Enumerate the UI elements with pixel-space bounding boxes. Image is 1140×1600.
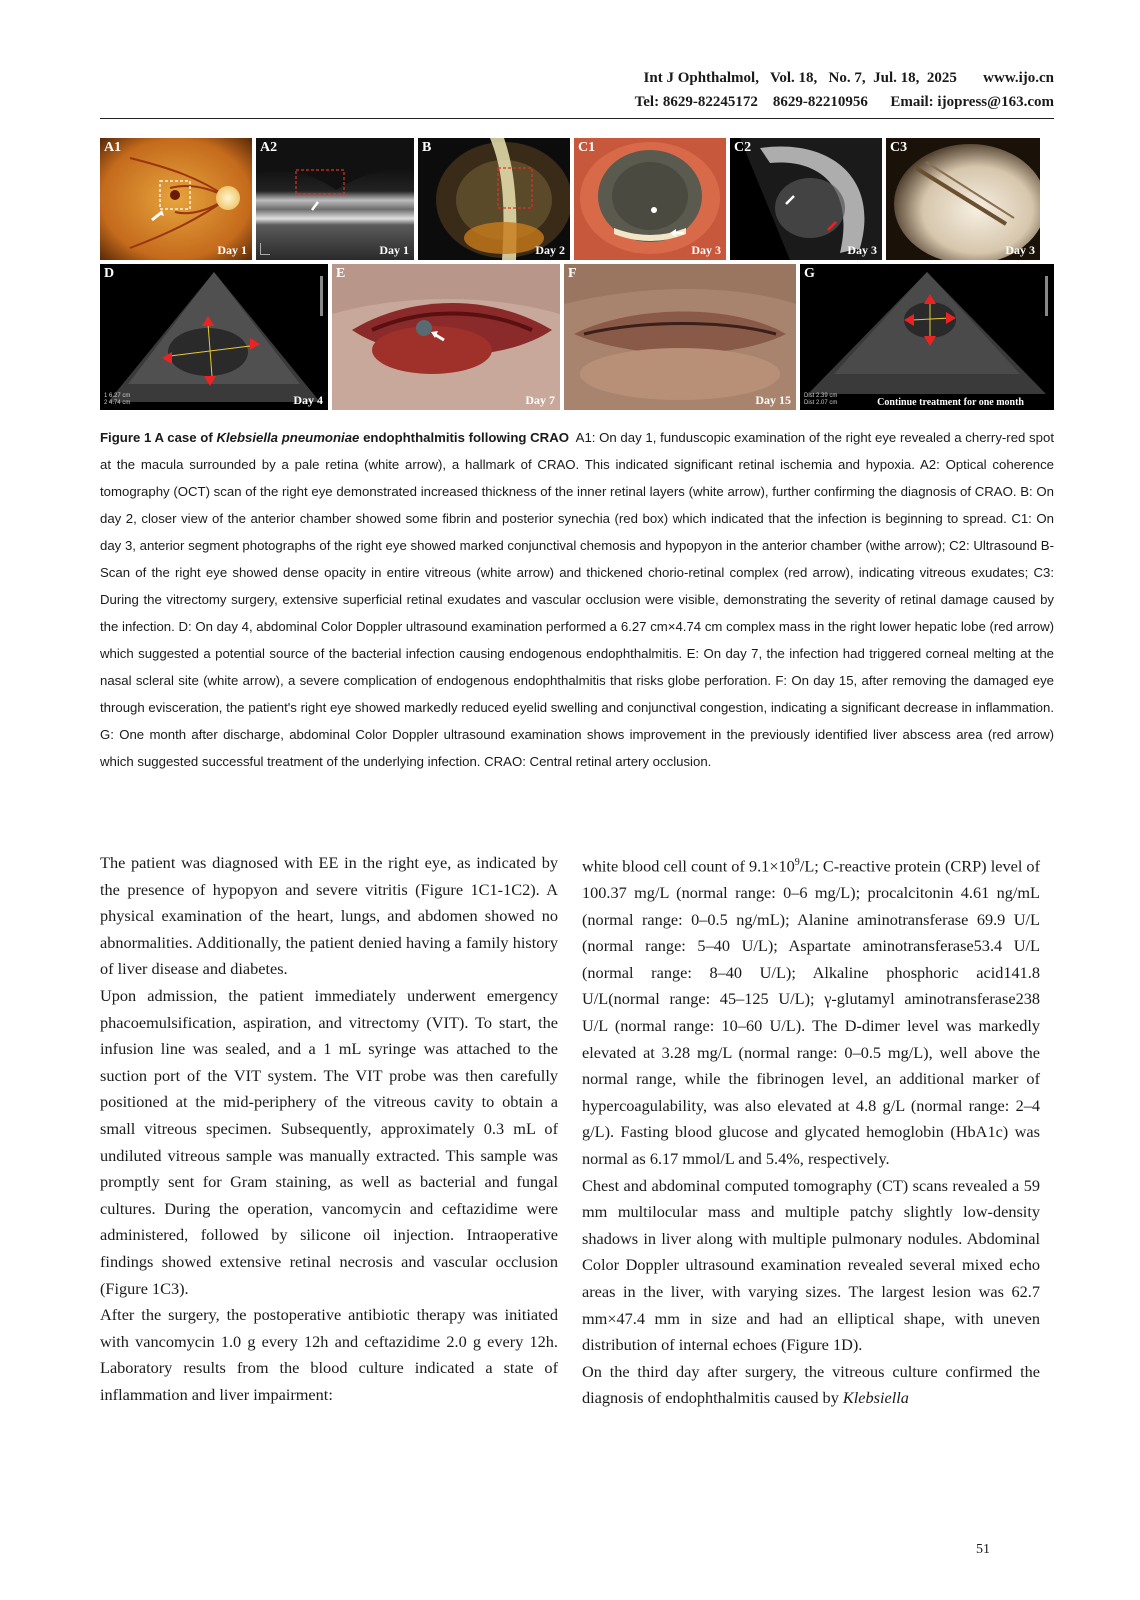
panel-day: Day 1	[379, 243, 409, 257]
species-name: Klebsiella	[842, 1388, 909, 1408]
slitlamp-image	[418, 138, 570, 260]
panel-day: Day 7	[525, 393, 555, 407]
panel-measurement: 1 6.27 cm 2 4.74 cm	[104, 393, 131, 406]
panel-day: Day 3	[1005, 243, 1035, 257]
panel-label: C2	[734, 140, 752, 155]
panel-day: Day 3	[691, 243, 721, 257]
followup-ultrasound-image	[800, 264, 1054, 410]
anterior-segment-image	[574, 138, 726, 260]
panel-b-slitlamp	[418, 138, 570, 260]
right-column	[582, 850, 1040, 1412]
panel-a1-fundus	[100, 138, 252, 260]
panel-day: Day 4	[293, 393, 323, 407]
panel-g-followup-ultrasound	[800, 264, 1054, 410]
panel-label: A2	[260, 140, 278, 155]
paragraph: white blood cell count of $9.1\times 10^9/L$; C-reactive protein (CRP) level of 100.37 mg/L (normal range: 0–6 mg/L); procalcitonin 4.61 ng/mL (normal range: 0–0.5 ng/mL); Alanine aminotransferase 69.9 U/L (normal range: 5–40 U/L); Aspartate aminotransferase53.4 U/L (normal range: 8–40 U/L); Alkaline phosphoric acid141.8 U/L(normal range: 45–125 U/L); γ-glutamyl aminotransferase238 U/L (normal range: 10–60 U/L). The D-dimer level was markedly elevated at 3.28 mg/L (normal range: 0–0.5 mg/L), well above the normal range, while the fibrinogen level, an additional marker of hypercoagulability, was also elevated at 4.8 g/L (normal range: 2–4 g/L). Fasting blood glucose and glycated hemoglobin (HbA1c) was normal as 6.17 mmol/L and 5.4%, respectively.	[582, 856, 1040, 1168]
paragraph: Upon admission, the patient immediately underwent emergency phacoemulsification, aspiration, and vitrectomy (VIT). To start, the infusion line was sealed, and a 1 mL syringe was attached to the suction port of the VIT system. The VIT probe was then carefully positioned at the mid-periphery of the vitreous cavity to obtain a small vitreous specimen. Subsequently, approximately 0.3 mL of undiluted vitreous sample was manually extracted. This sample was promptly sent for Gram staining, as well as bacterial and fungal cultures. During the operation, vancomycin and ceftazidime were administered, followed by silicone oil injection. Intraoperative findings showed extensive retinal necrosis and vascular occlusion (Figure 1C3).	[100, 985, 558, 1298]
paragraph: Chest and abdominal computed tomography (CT) scans revealed a 59 mm multilocular mass and multiple patchy slightly low-density shadows in liver along with multiple pulmonary nodules. Abdominal Color Doppler ultrasound examination revealed several mixed echo areas in the liver, with varying sizes. The largest lesion was 62.7 mm×47.4 mm in size and had an elliptical shape, with uneven distribution of internal echoes (Figure 1D).	[582, 1175, 1040, 1355]
panel-e-corneal-melting	[332, 264, 560, 410]
page-number: 51	[976, 1542, 990, 1557]
left-column	[100, 850, 558, 1408]
panel-label: G	[804, 266, 815, 281]
oct-image	[256, 138, 414, 260]
bscan-image	[730, 138, 882, 260]
panel-day: Day 1	[217, 243, 247, 257]
panel-label: E	[336, 266, 346, 281]
figure-grid	[100, 138, 1054, 414]
figure-row-1	[100, 138, 1054, 260]
liver-ultrasound-image	[100, 264, 328, 410]
panel-label: F	[568, 266, 577, 281]
panel-day: Day 15	[755, 393, 791, 407]
header-rule	[100, 118, 1054, 119]
fundus-image	[100, 138, 252, 260]
paragraph: The patient was diagnosed with EE in the right eye, as indicated by the presence of hypopyon and severe vitritis (Figure 1C1-1C2). A physical examination of the heart, lungs, and abdomen showed no abnormalities. Additionally, the patient denied having a family history of liver disease and diabetes.	[100, 853, 558, 979]
panel-d-liver-ultrasound	[100, 264, 328, 410]
panel-f-post-evisceration	[564, 264, 796, 410]
panel-day: Day 2	[535, 243, 565, 257]
post-evisceration-image	[564, 264, 796, 410]
paragraph: On the third day after surgery, the vitreous culture confirmed the diagnosis of endophthalmitis caused by Klebsiella	[582, 1361, 1040, 1408]
panel-c3-surgery	[886, 138, 1040, 260]
caption-title: Figure 1 A case of Klebsiella pneumoniae endophthalmitis following CRAO	[100, 430, 569, 445]
figure-row-2	[100, 264, 1054, 410]
figure-caption	[100, 424, 1058, 775]
header-contact-line: Tel: 8629-82245172 8629-82210956 Email: ijopress@163.com	[634, 94, 1054, 110]
corneal-melting-image	[332, 264, 560, 410]
journal-header	[635, 66, 1054, 114]
panel-c2-bscan	[730, 138, 882, 260]
header-journal-line: Int J Ophthalmol, Vol. 18, No. 7, Jul. 18, 2025 www.ijo.cn	[643, 70, 1054, 86]
surgery-image	[886, 138, 1040, 260]
panel-label: B	[422, 140, 432, 155]
panel-label: C1	[578, 140, 596, 155]
panel-label: D	[104, 266, 115, 281]
panel-label: A1	[104, 140, 122, 155]
panel-note: Continue treatment for one month	[877, 397, 1024, 408]
panel-day: Day 3	[847, 243, 877, 257]
panel-c1-anterior-segment	[574, 138, 726, 260]
caption-body: A1: On day 1, funduscopic examination of the right eye revealed a cherry-red spot at the macula surrounded by a pale retina (white arrow), a hallmark of CRAO. This indicated significant retinal ischemia and hypoxia. A2: Optical coherence tomography (OCT) scan of the right eye demonstrated increased thickness of the inner retinal layers (white arrow), further confirming the diagnosis of CRAO. B: On day 2, closer view of the anterior chamber showed some fibrin and posterior synechia (red box) which indicated that the infection is beginning to spread. C1: On day 3, anterior segment photographs of the right eye showed marked conjunctival chemosis and hypopyon in the anterior chamber (withe arrow); C2: Ultrasound B-Scan of the right eye showed dense opacity in entire vitreous (white arrow) and thickened chorio-retinal complex (red arrow), indicating vitreous exudates; C3: During the vitrectomy surgery, extensive superficial retinal exudates and vascular occlusion were visible, demonstrating the severity of retinal damage caused by the infection. D: On day 4, abdominal Color Doppler ultrasound examination performed a 6.27 cm×4.74 cm complex mass in the right lower hepatic lobe (red arrow) which suggested a potential source of the bacterial infection causing endogenous endophthalmitis. E: On day 7, the infection had triggered corneal melting at the nasal scleral site (white arrow), a severe complication of endogenous endophthalmitis that risks globe perforation. F: On day 15, after removing the damaged eye through evisceration, the patient's right eye showed markedly reduced eyelid swelling and conjunctival congestion, indicating a significant decrease in inflammation. G: One month after discharge, abdominal Color Doppler ultrasound examination shows improvement in the previously identified liver abscess area (red arrow) which suggested successful treatment of the underlying infection. CRAO: Central retinal artery occlusion.	[100, 430, 1058, 769]
caption-species: Klebsiella pneumoniae	[216, 430, 360, 445]
panel-a2-oct	[256, 138, 414, 260]
panel-measurement: Dist 2.39 cm Dist 2.07 cm	[804, 393, 838, 406]
panel-label: C3	[890, 140, 908, 155]
paragraph: After the surgery, the postoperative antibiotic therapy was initiated with vancomycin 1.0 g every 12h and ceftazidime 2.0 g every 12h. Laboratory results from the blood culture indicated a state of inflammation and liver impairment:	[100, 1305, 558, 1404]
